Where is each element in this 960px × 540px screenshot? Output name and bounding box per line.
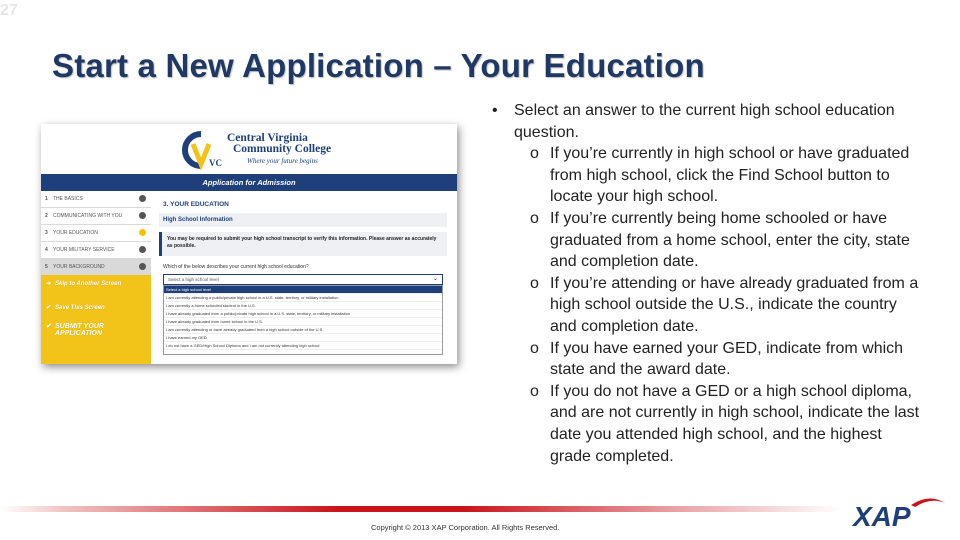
sidebar-item-your-education[interactable]	[41, 225, 151, 242]
sidebar-item-your-military-service[interactable]	[41, 242, 151, 259]
sidebar-item-label: YOUR BACKGROUND	[53, 264, 105, 270]
sub-bullet	[492, 381, 922, 467]
sidebar-item-the-basics[interactable]	[41, 191, 151, 208]
sub-bullet-text: If you’re attending or have already graduated from a high school outside the U.S., indicate the country and completion date.	[550, 274, 919, 335]
transcript-notice: You may be required to submit your high school transcript to verify this information. Please answer as accurately as possible.	[159, 232, 447, 256]
sub-bullet	[492, 273, 922, 338]
svg-text:XAP: XAP	[853, 501, 911, 529]
app-bar-title: Application for Admission	[41, 174, 457, 191]
copyright: Copyright © 2013 XAP Corporation. All Rights Reserved.	[371, 523, 560, 532]
sidebar-item-label: YOUR EDUCATION	[53, 230, 98, 236]
sidebar-action-label: SUBMIT YOUR APPLICATION	[55, 323, 104, 337]
select-option[interactable]: I am currently attending or have already graduated from a high school outside of the U.S.	[164, 326, 442, 334]
sub-bullet-text: If you have earned your GED, indicate from which state and the award date.	[550, 339, 904, 379]
college-name-line2: Community College	[233, 143, 332, 155]
sub-bullet-marker: o	[530, 209, 539, 227]
sidebar-item-label: COMMUNICATING WITH YOU	[53, 213, 123, 219]
sub-bullet-marker: o	[530, 274, 539, 292]
college-tagline: Where your future begins	[247, 157, 318, 165]
select-option[interactable]: Select a high school level	[164, 286, 442, 294]
sidebar-item-number: 5	[45, 264, 48, 270]
sidebar-action-label: Skip to Another Screen	[55, 281, 122, 287]
sidebar-item-number: 4	[45, 247, 48, 253]
high-school-level-options	[163, 285, 443, 355]
check-icon	[139, 246, 146, 253]
sub-bullet-list	[492, 143, 922, 467]
chevron-down-icon: ⌄	[432, 276, 438, 282]
sub-bullet-text: If you’re currently in high school or have graduated from high school, click the Find School button to locate your high school.	[550, 145, 910, 206]
sub-bullet	[492, 338, 922, 381]
select-option[interactable]: I am currently a home schooled student in the U.S.	[164, 302, 442, 310]
sub-bullet-marker: o	[530, 339, 539, 357]
sidebar-item-label: YOUR MILITARY SERVICE	[53, 247, 115, 253]
select-option[interactable]: I have already graduated from a public/private high school in a U.S. state, territory, or military installation	[164, 310, 442, 318]
select-option[interactable]: I have already graduated from home school in the U.S.	[164, 318, 442, 326]
section-title: 3. YOUR EDUCATION	[163, 201, 229, 208]
sub-bullet-text: If you’re currently being home schooled or have graduated from a home school, enter the city, state and completion date.	[550, 209, 910, 271]
sidebar-item-your-background[interactable]	[41, 259, 151, 276]
education-question: Which of the below describes your current high school education?	[163, 264, 309, 270]
sub-bullet	[492, 143, 922, 208]
college-name	[227, 133, 331, 155]
select-option[interactable]: I have earned my GED	[164, 334, 442, 342]
check-icon: ✔	[46, 323, 52, 330]
sub-bullet-marker: o	[530, 145, 539, 163]
sidebar-item-number: 3	[45, 230, 48, 236]
svg-text:VC: VC	[209, 158, 222, 168]
check-icon: ✔	[46, 305, 52, 311]
current-step-icon	[139, 229, 146, 236]
page-title: Start a New Application – Your Education	[52, 47, 705, 84]
select-value: Select a high school level	[168, 277, 219, 282]
sub-bullet-text: If you do not have a GED or a high school diploma, and are not currently in high school, indicate the last date you attended high school, and the highest grade completed.	[550, 382, 920, 465]
main-bullet	[492, 100, 922, 143]
application-screenshot	[41, 124, 457, 364]
sidebar-item-number: 2	[45, 213, 48, 219]
sidebar-item-communicating-with-you[interactable]	[41, 208, 151, 225]
college-header	[41, 124, 457, 174]
education-form	[159, 191, 457, 364]
arrow-right-icon: ➔	[46, 281, 52, 287]
cvcc-logo-icon	[179, 130, 223, 170]
slide-number: 27	[0, 2, 18, 19]
college-name-line1: Central Virginia	[227, 132, 308, 144]
sub-bullet	[492, 208, 922, 273]
xap-logo-icon	[851, 495, 947, 529]
check-icon	[139, 195, 146, 202]
sidebar-action-label: Save This Screen	[55, 305, 105, 311]
sidebar-item-label: THE BASICS	[53, 196, 83, 202]
footer-divider	[0, 506, 842, 512]
high-school-level-select[interactable]	[163, 274, 443, 285]
application-sidebar	[41, 191, 151, 364]
sidebar-actions	[41, 275, 151, 364]
bullet-text: Select an answer to the current high school education question.	[514, 102, 895, 141]
blocked-icon	[139, 263, 146, 270]
sidebar-item-number: 1	[45, 196, 48, 202]
instruction-notes	[492, 100, 922, 467]
select-option[interactable]: I am currently attending a public/private high school in a U.S. state, territory, or military installation	[164, 294, 442, 302]
sub-bullet-marker: o	[530, 382, 539, 400]
section-subtitle: High School Information	[159, 213, 447, 227]
check-icon	[139, 212, 146, 219]
bullet-marker: •	[492, 102, 498, 119]
select-option[interactable]: I do not have a GED/High School Diploma and I am not currently attending high school	[164, 342, 442, 350]
